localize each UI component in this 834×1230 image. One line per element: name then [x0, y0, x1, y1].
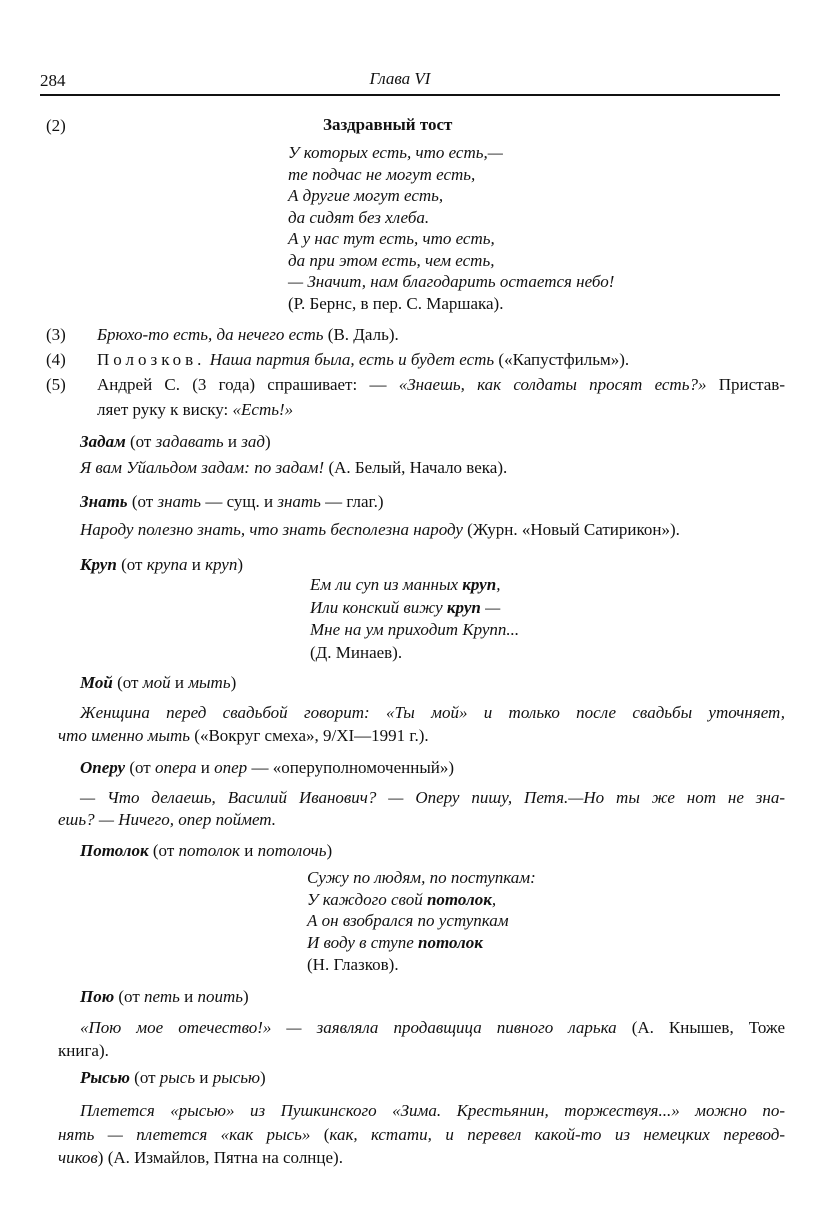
text-run: — Значит, нам благодарить остается небо!	[288, 272, 615, 291]
text-run: что именно мыть	[58, 726, 191, 745]
text-run: (от	[127, 492, 158, 511]
text-run: Ем ли суп из манных	[310, 575, 463, 594]
text-run: Знать	[80, 492, 128, 511]
text-run: Мой	[80, 673, 113, 692]
text-run: А он взобрался по уступкам	[307, 911, 509, 931]
text-line	[97, 397, 785, 422]
text-run: («Капустфильм»).	[494, 350, 630, 369]
text-run: Рысью	[80, 1068, 130, 1087]
text-run: ,	[496, 575, 501, 594]
text-line	[58, 1016, 785, 1039]
page-number: 284	[40, 71, 66, 90]
text-run: )	[230, 673, 237, 692]
text-run: знать	[157, 492, 202, 511]
numbered-example	[46, 347, 786, 372]
text-run: поить	[197, 987, 243, 1006]
entry-heading-krup	[80, 554, 243, 576]
text-line	[58, 1146, 785, 1170]
text-run: ешь? — Ничего, опер поймет.	[58, 810, 276, 829]
text-run: и	[223, 432, 242, 451]
text-run: те подчас не могут есть,	[288, 164, 476, 184]
entry-body-operu	[58, 787, 785, 831]
text-run: Круп	[80, 555, 117, 574]
text-line	[58, 457, 785, 479]
text-line	[307, 910, 536, 932]
text-run: (А. Кнышев, Тоже	[616, 1018, 785, 1037]
text-run: — сущ. и	[201, 492, 278, 511]
text-run: (от	[129, 1068, 160, 1087]
text-run: Мне на ум приходит Крупп...	[310, 620, 520, 639]
text-line	[310, 597, 519, 620]
text-line	[307, 867, 536, 889]
text-line	[58, 1123, 785, 1147]
entry-heading-znat	[80, 491, 384, 513]
text-run: (А. Белый, Начало века).	[324, 458, 508, 477]
text-run: (	[310, 1124, 330, 1144]
poem-potolok	[307, 867, 536, 976]
text-line	[288, 207, 614, 229]
text-run: Брюхо-то есть, да нечего есть	[97, 325, 324, 344]
text-run: Сужу по людям, по поступкам:	[307, 868, 536, 887]
text-run: потолок	[418, 933, 483, 953]
text-line	[310, 619, 519, 642]
text-run: ) (А. Измайлов, Пятна на солнце).	[97, 1148, 343, 1167]
entry-heading-zadam	[80, 431, 271, 453]
text-line	[58, 519, 785, 541]
text-run: Я вам Уйальдом задам: по задам!	[80, 458, 325, 477]
example-text	[97, 347, 785, 372]
text-line	[288, 250, 614, 272]
text-run: (Д. Минаев).	[310, 642, 403, 662]
text-run: Народу полезно знать, что знать бесполезна народу	[80, 520, 463, 539]
text-run: как, кстати, и перевел какой-то из немецких перевод-	[329, 1124, 785, 1144]
text-line	[97, 372, 785, 397]
text-run: петь	[144, 987, 180, 1006]
text-run: Пою	[80, 987, 115, 1006]
entry-body-zadam	[58, 457, 785, 479]
text-run: (Н. Глазков).	[307, 954, 399, 974]
entry-body-rysyu	[58, 1099, 785, 1170]
text-run: задавать	[155, 432, 224, 451]
text-run: круп	[205, 555, 238, 574]
text-run: опера	[154, 758, 197, 777]
text-line	[58, 701, 785, 724]
text-run: И воду в ступе	[307, 933, 418, 953]
text-run: «Знаешь, как солдаты просят есть?»	[398, 375, 707, 394]
text-run: мыть	[188, 673, 231, 692]
text-run: (от	[112, 673, 143, 692]
text-line	[97, 322, 785, 347]
text-line	[288, 164, 614, 186]
text-line	[58, 809, 785, 831]
text-run: А другие могут есть,	[288, 186, 444, 205]
entry-body-moy	[58, 701, 785, 747]
text-run: книга).	[58, 1041, 109, 1060]
text-run: Наша партия была, есть и будет есть	[205, 350, 495, 369]
text-run: )	[326, 841, 333, 860]
entry-body-poyu	[58, 1016, 785, 1062]
text-run: рысью	[212, 1068, 260, 1087]
text-line	[307, 932, 536, 954]
entry-heading-rysyu	[80, 1067, 266, 1089]
text-run: Женщина перед свадьбой говорит: «Ты мой» и только после свадьбы уточняет,	[80, 703, 785, 722]
poem-title: Заздравный тост	[323, 115, 453, 134]
entry-heading-potolok	[80, 840, 332, 862]
text-run: У каждого свой	[307, 889, 427, 909]
text-run: нять — плетется «как рысь»	[58, 1124, 311, 1144]
entry-body-znat	[58, 519, 785, 541]
text-line	[310, 642, 519, 665]
text-run: —	[480, 597, 501, 617]
text-run: да при этом есть, чем есть,	[288, 250, 495, 270]
text-line	[288, 271, 614, 293]
text-run: потолок	[426, 889, 492, 909]
text-run: (от	[125, 758, 155, 777]
text-run: и	[187, 555, 206, 574]
text-run: круп	[446, 597, 481, 617]
text-run: (от	[114, 987, 145, 1006]
text-run: — глаг.)	[320, 492, 384, 511]
entry-heading-moy	[80, 672, 236, 694]
text-run: (от	[116, 555, 147, 574]
text-run: и	[170, 673, 189, 692]
text-line	[58, 1099, 785, 1123]
entry-heading-poyu	[80, 986, 249, 1008]
text-run: и	[195, 1068, 213, 1087]
example-text	[97, 322, 785, 347]
text-line	[288, 228, 614, 250]
text-run: да сидят без хлеба.	[288, 207, 430, 227]
text-run: мой	[142, 673, 171, 692]
example-number: (4)	[46, 350, 66, 369]
text-run: Плетется «рысью» из Пушкинского «Зима. Крестьянин, торжествуя...» можно по-	[80, 1101, 785, 1120]
text-run: (Р. Бернс, в пер. С. Маршака).	[288, 293, 504, 313]
running-head: Глава VI	[369, 69, 431, 88]
text-line	[310, 574, 519, 597]
header-rule	[40, 94, 780, 96]
text-run: — Что делаешь, Василий Иванович? — Оперу пишу, Петя.—Но ты же нот не зна-	[80, 788, 785, 807]
example-number: (5)	[46, 375, 66, 394]
text-line	[307, 889, 536, 911]
text-run: Оперу	[80, 758, 126, 777]
text-run: крупа	[146, 555, 188, 574]
text-line	[58, 724, 785, 747]
text-run: )	[264, 432, 271, 451]
text-run: (от	[148, 841, 179, 860]
text-line	[58, 1039, 785, 1062]
text-run: потолочь	[257, 841, 327, 860]
text-run: «Есть!»	[232, 400, 294, 419]
text-run: чиков	[58, 1148, 98, 1167]
text-run: )	[259, 1068, 266, 1087]
example-number: (2)	[46, 116, 66, 135]
poem-burns	[288, 142, 614, 314]
text-run: У которых есть, что есть,—	[288, 143, 503, 162]
text-run: ляет руку к виску:	[97, 400, 233, 419]
text-run: Или конский вижу	[310, 597, 447, 617]
example-number: (3)	[46, 325, 66, 344]
text-run: Задам	[80, 432, 126, 451]
poem-krup	[310, 574, 519, 664]
text-run: (от	[125, 432, 156, 451]
text-run: круп	[462, 575, 497, 594]
text-run: знать	[277, 492, 321, 511]
text-run: ,	[491, 889, 497, 909]
text-run: «Пою мое отечество!» — заявляла продавщица пивного ларька	[80, 1018, 617, 1037]
text-run: Полозков.	[97, 350, 206, 369]
entry-heading-operu	[80, 757, 454, 779]
text-run: опер	[214, 758, 248, 777]
text-run: и	[239, 841, 258, 860]
text-run: и	[196, 758, 215, 777]
text-line	[58, 787, 785, 809]
text-run: зад	[241, 432, 265, 451]
example-text	[97, 372, 785, 422]
text-line	[288, 142, 614, 164]
text-run: Андрей С. (3 года) спрашивает: —	[97, 375, 399, 394]
text-run: рысь	[159, 1068, 196, 1087]
text-run: (Журн. «Новый Сатирикон»).	[462, 520, 680, 539]
numbered-examples	[46, 322, 786, 422]
text-run: А у нас тут есть, что есть,	[288, 229, 495, 248]
text-line	[288, 293, 614, 315]
text-run: Пристав-	[706, 375, 785, 394]
text-run: и	[179, 987, 198, 1006]
text-run: — «оперуполномоченный»)	[247, 758, 455, 777]
numbered-example	[46, 372, 786, 422]
text-line	[288, 185, 614, 207]
text-line	[97, 347, 785, 372]
numbered-example	[46, 322, 786, 347]
text-run: )	[242, 987, 249, 1006]
text-line	[307, 954, 536, 976]
text-run: потолок	[178, 841, 240, 860]
text-run: Потолок	[80, 841, 149, 860]
text-run: )	[237, 555, 244, 574]
text-run: («Вокруг смеха», 9/XI—1991 г.).	[190, 726, 429, 745]
text-run: (В. Даль).	[323, 325, 399, 344]
